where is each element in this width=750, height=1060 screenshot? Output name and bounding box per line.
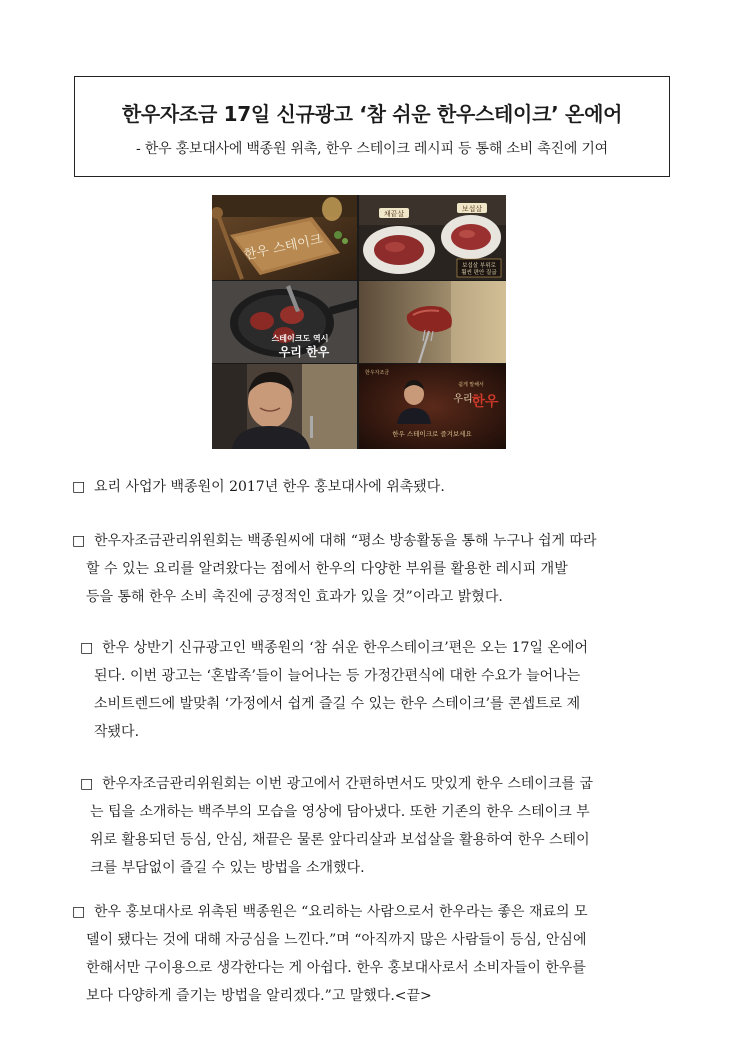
collage-tile-frying-pan — [212, 281, 357, 363]
collage-tile-meat-plates — [359, 195, 506, 280]
paragraph-line: 한우 상반기 신규광고인 백종원의 ‘참 쉬운 한우스테이크’편은 오는 17일 온에어 — [102, 640, 589, 656]
page-title: 한우자조금 17일 신규광고 ‘참 쉬운 한우스테이크’ 온에어 — [121, 102, 623, 126]
bullet-icon: □ — [80, 776, 94, 792]
tile6-brand-3: 한우 — [471, 394, 499, 410]
paragraph-2 — [72, 527, 692, 611]
collage-tile-fork-steak — [359, 281, 506, 363]
bullet-icon: □ — [72, 533, 86, 549]
page-subtitle: - 한우 홍보대사에 백종원 위촉, 한우 스테이크 레시피 등 통해 소비 촉진에 기여 — [136, 141, 608, 157]
paragraph-line: 델이 됐다는 것에 대해 자긍심을 느낀다.”며 “아직까지 많은 사람들이 등심, 안심에 — [86, 932, 587, 948]
tile6-brand-2: 우리 — [453, 394, 473, 405]
bullet-icon: □ — [72, 904, 86, 920]
paragraph-line: 위로 활용되던 등심, 안심, 채끝은 물론 앞다리살과 보섭살을 활용하여 한우 스테이 — [90, 832, 590, 848]
paragraph-line: 된다. 이번 광고는 ‘혼밥족’들이 늘어나는 등 가정간편식에 대한 수요가 늘어나는 — [94, 668, 581, 684]
paragraph-line: 작됐다. — [94, 724, 140, 740]
paragraph-3 — [80, 634, 692, 746]
paragraph-4 — [80, 770, 692, 882]
collage-tile-ad-endcard — [359, 364, 506, 449]
tile2-caption-1: 보섭살 부위로 — [462, 263, 496, 269]
paragraph-line: 한우자조금관리위원회는 이번 광고에서 간편하면서도 맛있게 한우 스테이크를 굽 — [102, 776, 593, 792]
tile6-brand-1: 쉽게 말해서 — [458, 382, 484, 388]
tile3-text-1: 스테이크도 역시 — [271, 334, 329, 343]
tile6-logo: 한우자조금 — [365, 370, 390, 376]
paragraph-line: 등을 통해 한우 소비 촉진에 긍정적인 효과가 있을 것”이라고 밝혔다. — [86, 589, 503, 605]
paragraph-line: 보다 다양하게 즐기는 방법을 알리겠다.”고 말했다.<끝> — [86, 988, 432, 1004]
paragraph-line: 한우자조금관리위원회는 백종원씨에 대해 “평소 방송활동을 통해 누구나 쉽게 따라 — [94, 533, 597, 549]
tile2-label-left: 채끝살 — [383, 210, 405, 218]
collage-tile-cutting-board — [212, 195, 357, 280]
ad-image-collage — [212, 195, 506, 449]
tile2-label-right: 보섭살 — [461, 205, 483, 213]
paragraph-5 — [72, 898, 692, 1010]
paragraph-line: 할 수 있는 요리를 알려왔다는 점에서 한우의 다양한 부위를 활용한 레시피 개발 — [86, 561, 568, 577]
tile3-text-2: 우리 한우 — [278, 345, 330, 359]
title-box — [74, 76, 670, 177]
tile2-caption-2: 훨씬 편안 질굽 — [461, 270, 497, 276]
collage-tile-chef-portrait — [212, 364, 357, 449]
paragraph-line: 한해서만 구이용으로 생각한다는 게 아쉽다. 한우 홍보대사로서 소비자들이 한우를 — [86, 960, 586, 976]
paragraph-line: 는 팁을 소개하는 백주부의 모습을 영상에 담아냈다. 또한 기존의 한우 스테이크 부 — [90, 804, 590, 820]
bullet-icon: □ — [80, 640, 94, 656]
paragraph-line: 한우 홍보대사로 위촉된 백종원은 “요리하는 사람으로서 한우라는 좋은 재료의 모 — [94, 904, 588, 920]
paragraph-line: 요리 사업가 백종원이 2017년 한우 홍보대사에 위촉됐다. — [94, 479, 445, 495]
tile1-label: 한우 스테이크 — [242, 231, 324, 264]
paragraph-1 — [72, 473, 692, 501]
paragraph-line: 크를 부담없이 즐길 수 있는 방법을 소개했다. — [90, 860, 365, 876]
bullet-icon: □ — [72, 479, 86, 495]
paragraph-line: 소비트렌드에 발맞춰 ‘가정에서 쉽게 즐길 수 있는 한우 스테이크’를 콘셉트로 제 — [94, 696, 581, 712]
tile6-caption: 한우 스테이크로 즐겨보세요 — [392, 430, 472, 438]
